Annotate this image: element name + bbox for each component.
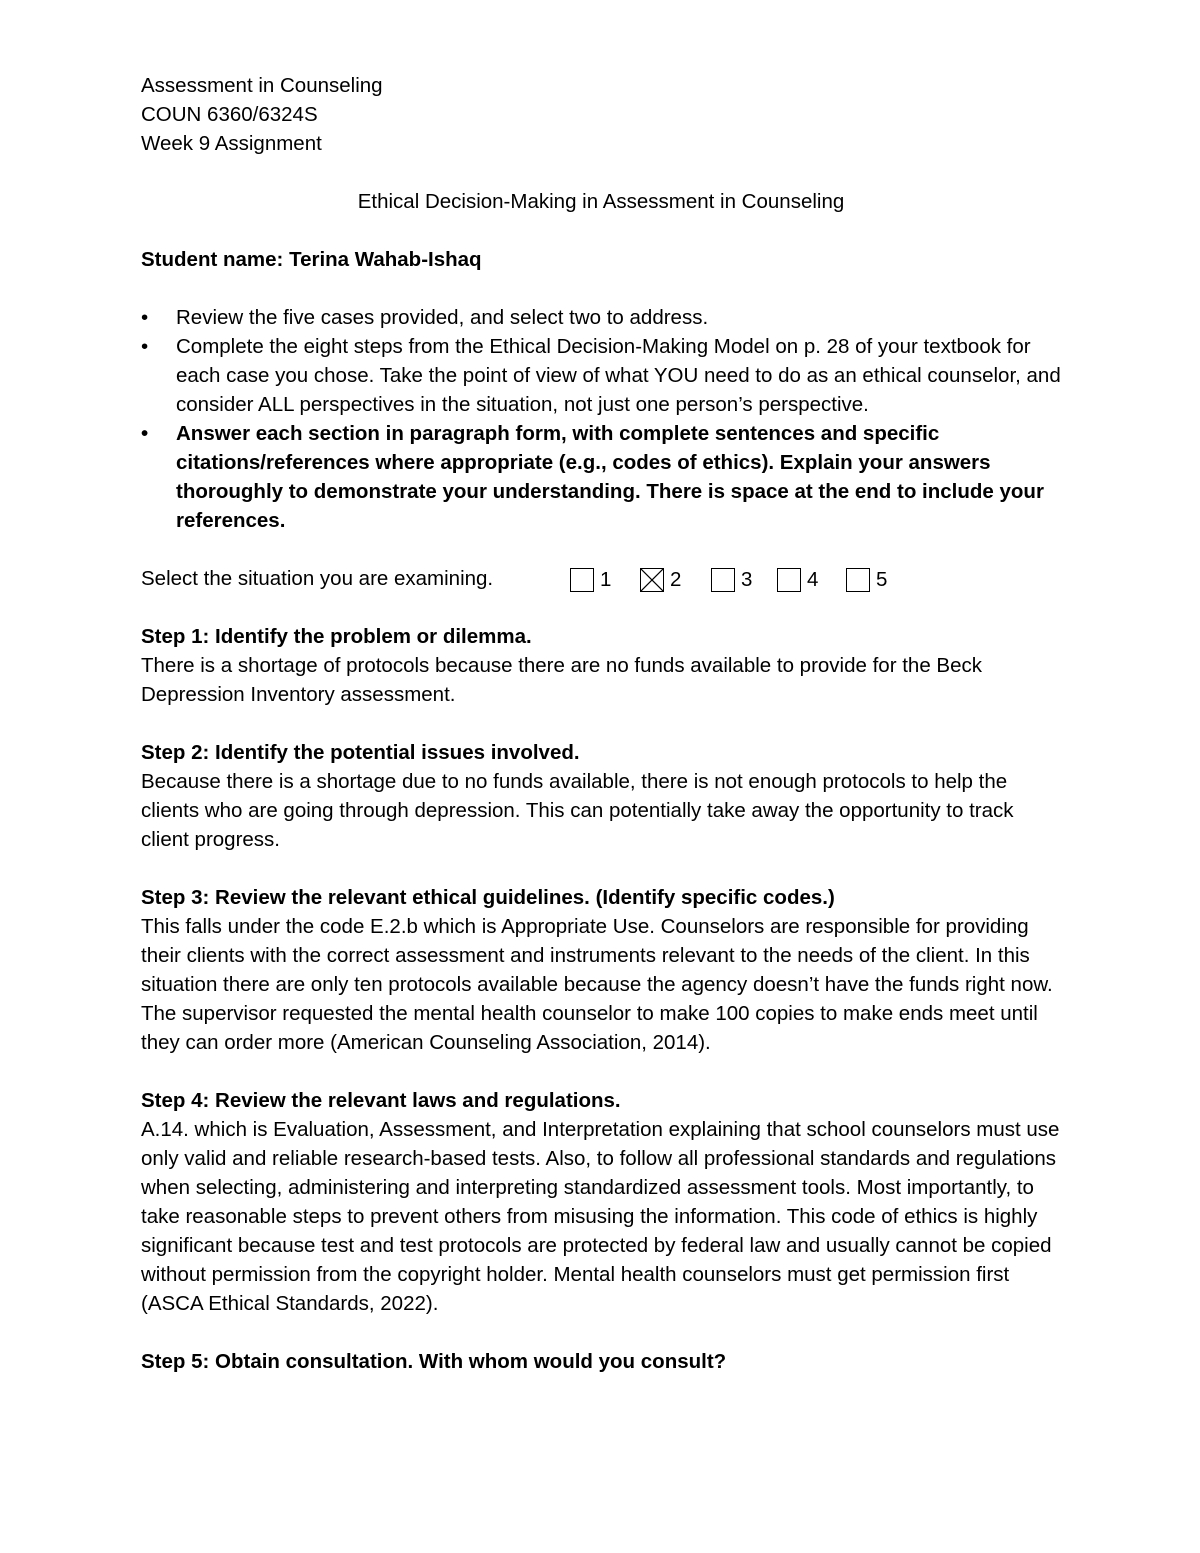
step-3-body: This falls under the code E.2.b which is Appropriate Use. Counselors are responsible for providing their clients with the correct assessment and instruments relevant to the needs of the client. In this situation there are only ten protocols available because the agency doesn’t have the funds right now. The supervisor requested the mental health counselor to make 100 copies to make ends meet until they can order more (American Counseling Association, 2014). xyxy=(141,915,1053,1054)
student-name: Student name: Terina Wahab-Ishaq xyxy=(141,248,482,271)
instruction-item xyxy=(141,332,1061,419)
bullet-icon: • xyxy=(141,335,149,358)
document-title: Ethical Decision-Making in Assessment in Counseling xyxy=(357,190,845,213)
step-1-heading: Step 1: Identify the problem or dilemma. xyxy=(141,625,532,648)
situation-option-3[interactable] xyxy=(711,566,752,593)
course-title: Assessment in Counseling xyxy=(141,74,383,97)
situation-option-5[interactable] xyxy=(846,566,887,593)
instruction-text: Answer each section in paragraph form, with complete sentences and specific citations/references where appropriate (e.g., codes of ethics). Explain your answers thoroughly to demonstrate your understanding. There is space at the end to include your references. xyxy=(176,422,1044,532)
instruction-text: Review the five cases provided, and select two to address. xyxy=(176,306,709,329)
checked-checkbox-icon[interactable] xyxy=(640,568,664,592)
bullet-icon: • xyxy=(141,306,149,329)
situation-option-number: 1 xyxy=(600,568,612,591)
x-mark-icon xyxy=(641,569,663,591)
situation-option-2[interactable] xyxy=(640,566,681,593)
week-label: Week 9 Assignment xyxy=(141,132,322,155)
document-content xyxy=(141,71,1061,1376)
instruction-item xyxy=(141,303,1061,332)
checkbox-icon[interactable] xyxy=(570,568,594,592)
checkbox-icon[interactable] xyxy=(711,568,735,592)
step-5-heading: Step 5: Obtain consultation. With whom would you consult? xyxy=(141,1350,727,1373)
situation-selector xyxy=(141,564,1061,593)
step-1-body: There is a shortage of protocols because there are no funds available to provide for the Beck Depression Inventory assessment. xyxy=(141,654,983,706)
situation-option-1[interactable] xyxy=(570,566,611,593)
situation-option-number: 5 xyxy=(876,568,888,591)
situation-label: Select the situation you are examining. xyxy=(141,567,494,590)
step-2-body: Because there is a shortage due to no funds available, there is not enough protocols to help the clients who are going through depression. This can potentially take away the opportunity to track client progress. xyxy=(141,770,1014,851)
step-4-body: A.14. which is Evaluation, Assessment, and Interpretation explaining that school counselors must use only valid and reliable research-based tests. Also, to follow all professional standards and regulations when selecting, administering and interpreting standardized assessment tools. Most importantly, to take reasonable steps to prevent others from misusing the information. This code of ethics is highly significant because test and test protocols are protected by federal law and usually cannot be copied without permission from the copyright holder. Mental health counselors must get permission first (ASCA Ethical Standards, 2022). xyxy=(141,1118,1060,1315)
checkbox-icon[interactable] xyxy=(777,568,801,592)
instruction-list xyxy=(141,303,1061,535)
step-2-heading: Step 2: Identify the potential issues involved. xyxy=(141,741,580,764)
step-4-heading: Step 4: Review the relevant laws and regulations. xyxy=(141,1089,621,1112)
situation-option-number: 3 xyxy=(741,568,753,591)
checkbox-icon[interactable] xyxy=(846,568,870,592)
situation-option-number: 2 xyxy=(670,568,682,591)
instruction-item xyxy=(141,419,1061,535)
bullet-icon: • xyxy=(141,422,149,445)
course-code: COUN 6360/6324S xyxy=(141,103,318,126)
situation-option-number: 4 xyxy=(807,568,819,591)
situation-option-4[interactable] xyxy=(777,566,818,593)
instruction-text: Complete the eight steps from the Ethical Decision-Making Model on p. 28 of your textbook for each case you chose. Take the point of view of what YOU need to do as an ethical counselor, and consider ALL perspectives in the situation, not just one person’s perspective. xyxy=(176,335,1061,416)
step-3-heading: Step 3: Review the relevant ethical guidelines. (Identify specific codes.) xyxy=(141,886,835,909)
